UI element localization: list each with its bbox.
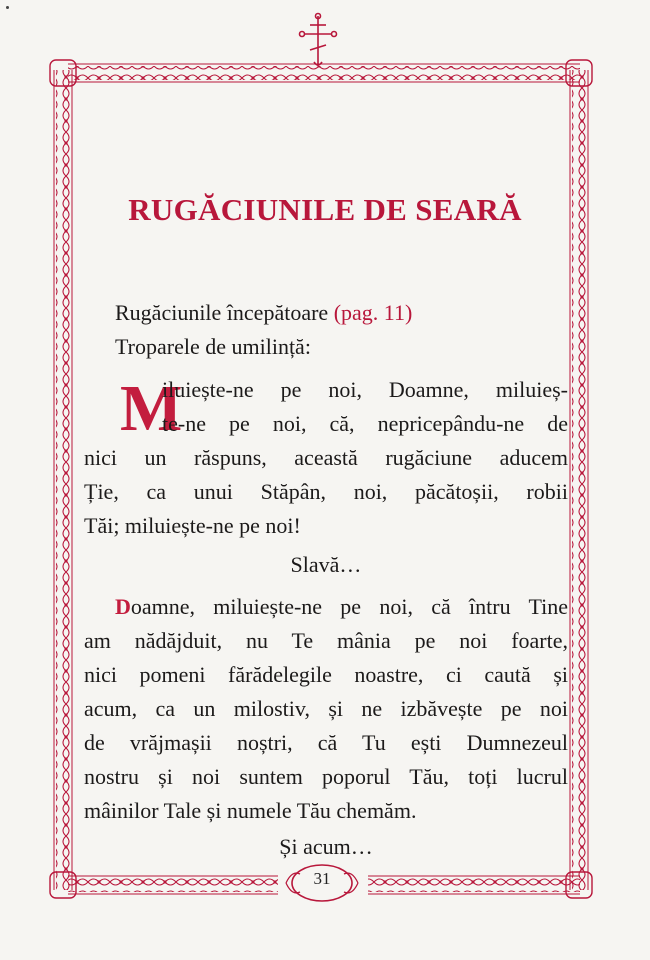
paragraph2-line: mâinilor Tale și numele Tău chemăm.: [84, 798, 417, 823]
intro-text: Rugăciunile începătoare: [115, 300, 329, 325]
paragraph2-line: de vrăjmașii noștri, că Tu ești Dumnezeul: [84, 730, 568, 755]
first-line-text: oamne, miluiește-ne pe noi, că întru Tine: [130, 594, 568, 619]
paragraph1-line: nici un răspuns, această rugăciune aducem: [84, 445, 568, 470]
paragraph2-line: nostru și noi suntem poporul Tău, toți lucrul: [84, 764, 568, 789]
paragraph2-line: am nădăjduit, nu Te mânia pe noi foarte,: [84, 628, 568, 653]
paragraph1-line: Tăi; miluiește-ne pe noi!: [84, 513, 301, 538]
subtitle: Troparele de umilință:: [115, 334, 311, 359]
paragraph2-line: acum, ca un milostiv, și ne izbăvește pe noi: [84, 696, 568, 721]
paragraph2-first-line: [115, 590, 568, 624]
paragraph1-line: te-ne pe noi, că, nepricepându-ne de: [162, 411, 568, 436]
page-number: 31: [313, 869, 331, 888]
paragraph1-line: iluiește-ne pe noi, Doamne, miluieș-: [162, 377, 568, 402]
paragraph1-line: Ție, ca unui Stăpân, noi, păcătoșii, robii: [84, 479, 568, 504]
intro-line: [115, 296, 412, 330]
paragraph2-line: nici pomeni fărădelegile noastre, ci caută și: [84, 662, 568, 687]
page-title: RUGĂCIUNILE DE SEARĂ: [128, 192, 522, 227]
drop-cap: M: [120, 372, 183, 445]
si-acum-rubric: Și acum…: [279, 834, 373, 859]
page-reference: (pag. 11): [333, 300, 413, 325]
initial-letter: D: [115, 594, 131, 619]
slava-rubric: Slavă…: [290, 552, 362, 577]
